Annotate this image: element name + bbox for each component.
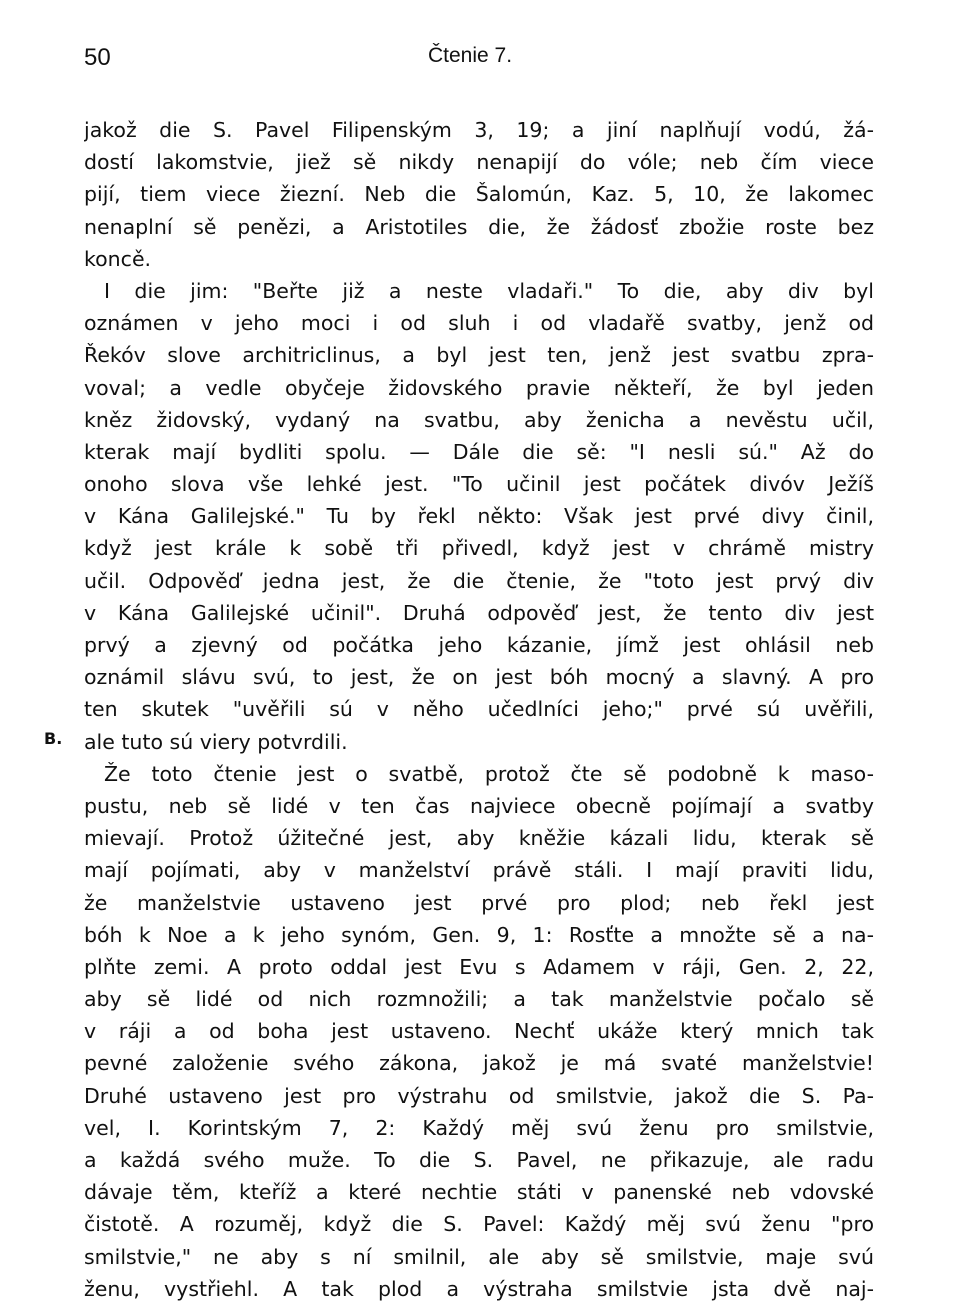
text-line: mievají. Protož úžitečné jest, aby kněžie kázali lidu, kterak sě bbox=[84, 826, 874, 851]
text-line: v Kána Galilejské učinil". Druhá odpověď jest, že tento div jest bbox=[84, 600, 874, 625]
page-number: 50 bbox=[84, 44, 111, 71]
margin-note: B. bbox=[44, 729, 63, 748]
text-line: že manželstvie ustaveno jest prvé pro plod; neb řekl jest bbox=[84, 890, 874, 915]
text-line: plňte zemi. A proto oddal jest Evu s Adamem v ráji, Gen. 2, 22, bbox=[84, 954, 874, 979]
text-line: čistotě. A rozuměj, když die S. Pavel: Každý měj svú ženu "pro bbox=[84, 1212, 874, 1237]
text-line: aby sě lidé od nich rozmnožili; a tak manželstvie počalo sě bbox=[84, 987, 874, 1012]
running-head: Čtenie 7. bbox=[428, 44, 513, 67]
body-text bbox=[84, 114, 874, 1305]
text-line: nenaplní sě penězi, a Aristotiles die, že žádosť zbožie roste bez bbox=[84, 214, 874, 239]
text-line: onoho slova vše lehké jest. "To učinil jest počátek divóv Ježíš bbox=[84, 472, 874, 497]
text-line: Řekóv slove architriclinus, a byl jest ten, jenž jest svatbu zpra- bbox=[84, 343, 874, 368]
text-line: oznámen v jeho moci i od sluh i od vladařě svatby, jenž od bbox=[84, 311, 874, 336]
text-line: bóh k Noe a k jeho synóm, Gen. 9, 1: Rosťte a množte sě a na- bbox=[84, 922, 874, 947]
text-line: učil. Odpověď jedna jest, že die čtenie, že "toto jest prvý div bbox=[84, 568, 874, 593]
text-line: pustu, neb sě lidé v ten čas najviece obecně pojímají a svatby bbox=[84, 793, 874, 818]
text-line: kterak mají bydliti spolu. — Dále die sě: "I nesli sú." Až do bbox=[84, 439, 874, 464]
page-header bbox=[84, 44, 874, 80]
text-line: koncě. bbox=[84, 246, 152, 271]
text-line: oznámil slávu svú, to jest, že on jest bóh mocný a slavný. A pro bbox=[84, 665, 874, 690]
text-line: a každá svého muže. To die S. Pavel, ne přikazuje, ale radu bbox=[84, 1148, 874, 1172]
text-line: ale tuto sú viery potvrdili. bbox=[84, 729, 348, 754]
text-line: ten skutek "uvěřili sú v něho učedlníci jeho;" prvé sú uvěřili, bbox=[84, 697, 874, 722]
text-line: jakož die S. Pavel Filipenským 3, 19; a jiní naplňují vodú, žá- bbox=[84, 118, 874, 142]
text-line: dostí lakomstvie, jiež sě nikdy nenapijí do vóle; neb čím viece bbox=[84, 150, 874, 175]
text-line: prvý a zjevný od počátka jeho kázanie, jímž jest ohlásil neb bbox=[84, 633, 874, 657]
text-line: dávaje těm, kteříž a které nechtie státi v panenské neb vdovské bbox=[84, 1180, 874, 1205]
text-line: kněz židovský, vydaný na svatbu, aby ženicha a nevěstu učil, bbox=[84, 407, 874, 432]
text-line: Že toto čtenie jest o svatbě, protož čte sě podobně k maso- bbox=[104, 761, 874, 786]
text-line: mají pojímati, aby v manželství právě stáli. I mají praviti lidu, bbox=[84, 858, 874, 883]
text-line: vel, I. Korintským 7, 2: Každý měj svú ženu pro smilstvie, bbox=[84, 1115, 874, 1140]
text-line: v Kána Galilejské." Tu by řekl někto: Však jest prvé divy činil, bbox=[84, 504, 874, 529]
text-line: Druhé ustaveno jest pro výstrahu od smilstvie, jakož die S. Pa- bbox=[84, 1083, 874, 1108]
text-line: ženu, vystřiehl. A tak plod a výstraha smilstvie jsta dvě naj- bbox=[84, 1276, 874, 1301]
text-line: smilstvie," ne aby s ní smilnil, ale aby sě smilstvie, maje svú bbox=[84, 1244, 874, 1269]
text-line: když jest krále k sobě tři přivedl, když jest v chrámě mistry bbox=[84, 536, 874, 561]
text-line: v ráji a od boha jest ustaveno. Nechť ukáže který mnich tak bbox=[84, 1019, 874, 1044]
text-line: pijí, tiem viece žiezní. Neb die Šalomún, Kaz. 5, 10, že lakomec bbox=[84, 182, 874, 207]
text-line: pevné založenie svého zákona, jakož je má svaté manželstvie! bbox=[84, 1051, 874, 1076]
text-line: I die jim: "Beřte již a neste vladaři." To die, aby div byl bbox=[104, 278, 874, 303]
text-line: voval; a vedle obyčeje židovského pravie někteří, že byl jeden bbox=[84, 375, 874, 400]
